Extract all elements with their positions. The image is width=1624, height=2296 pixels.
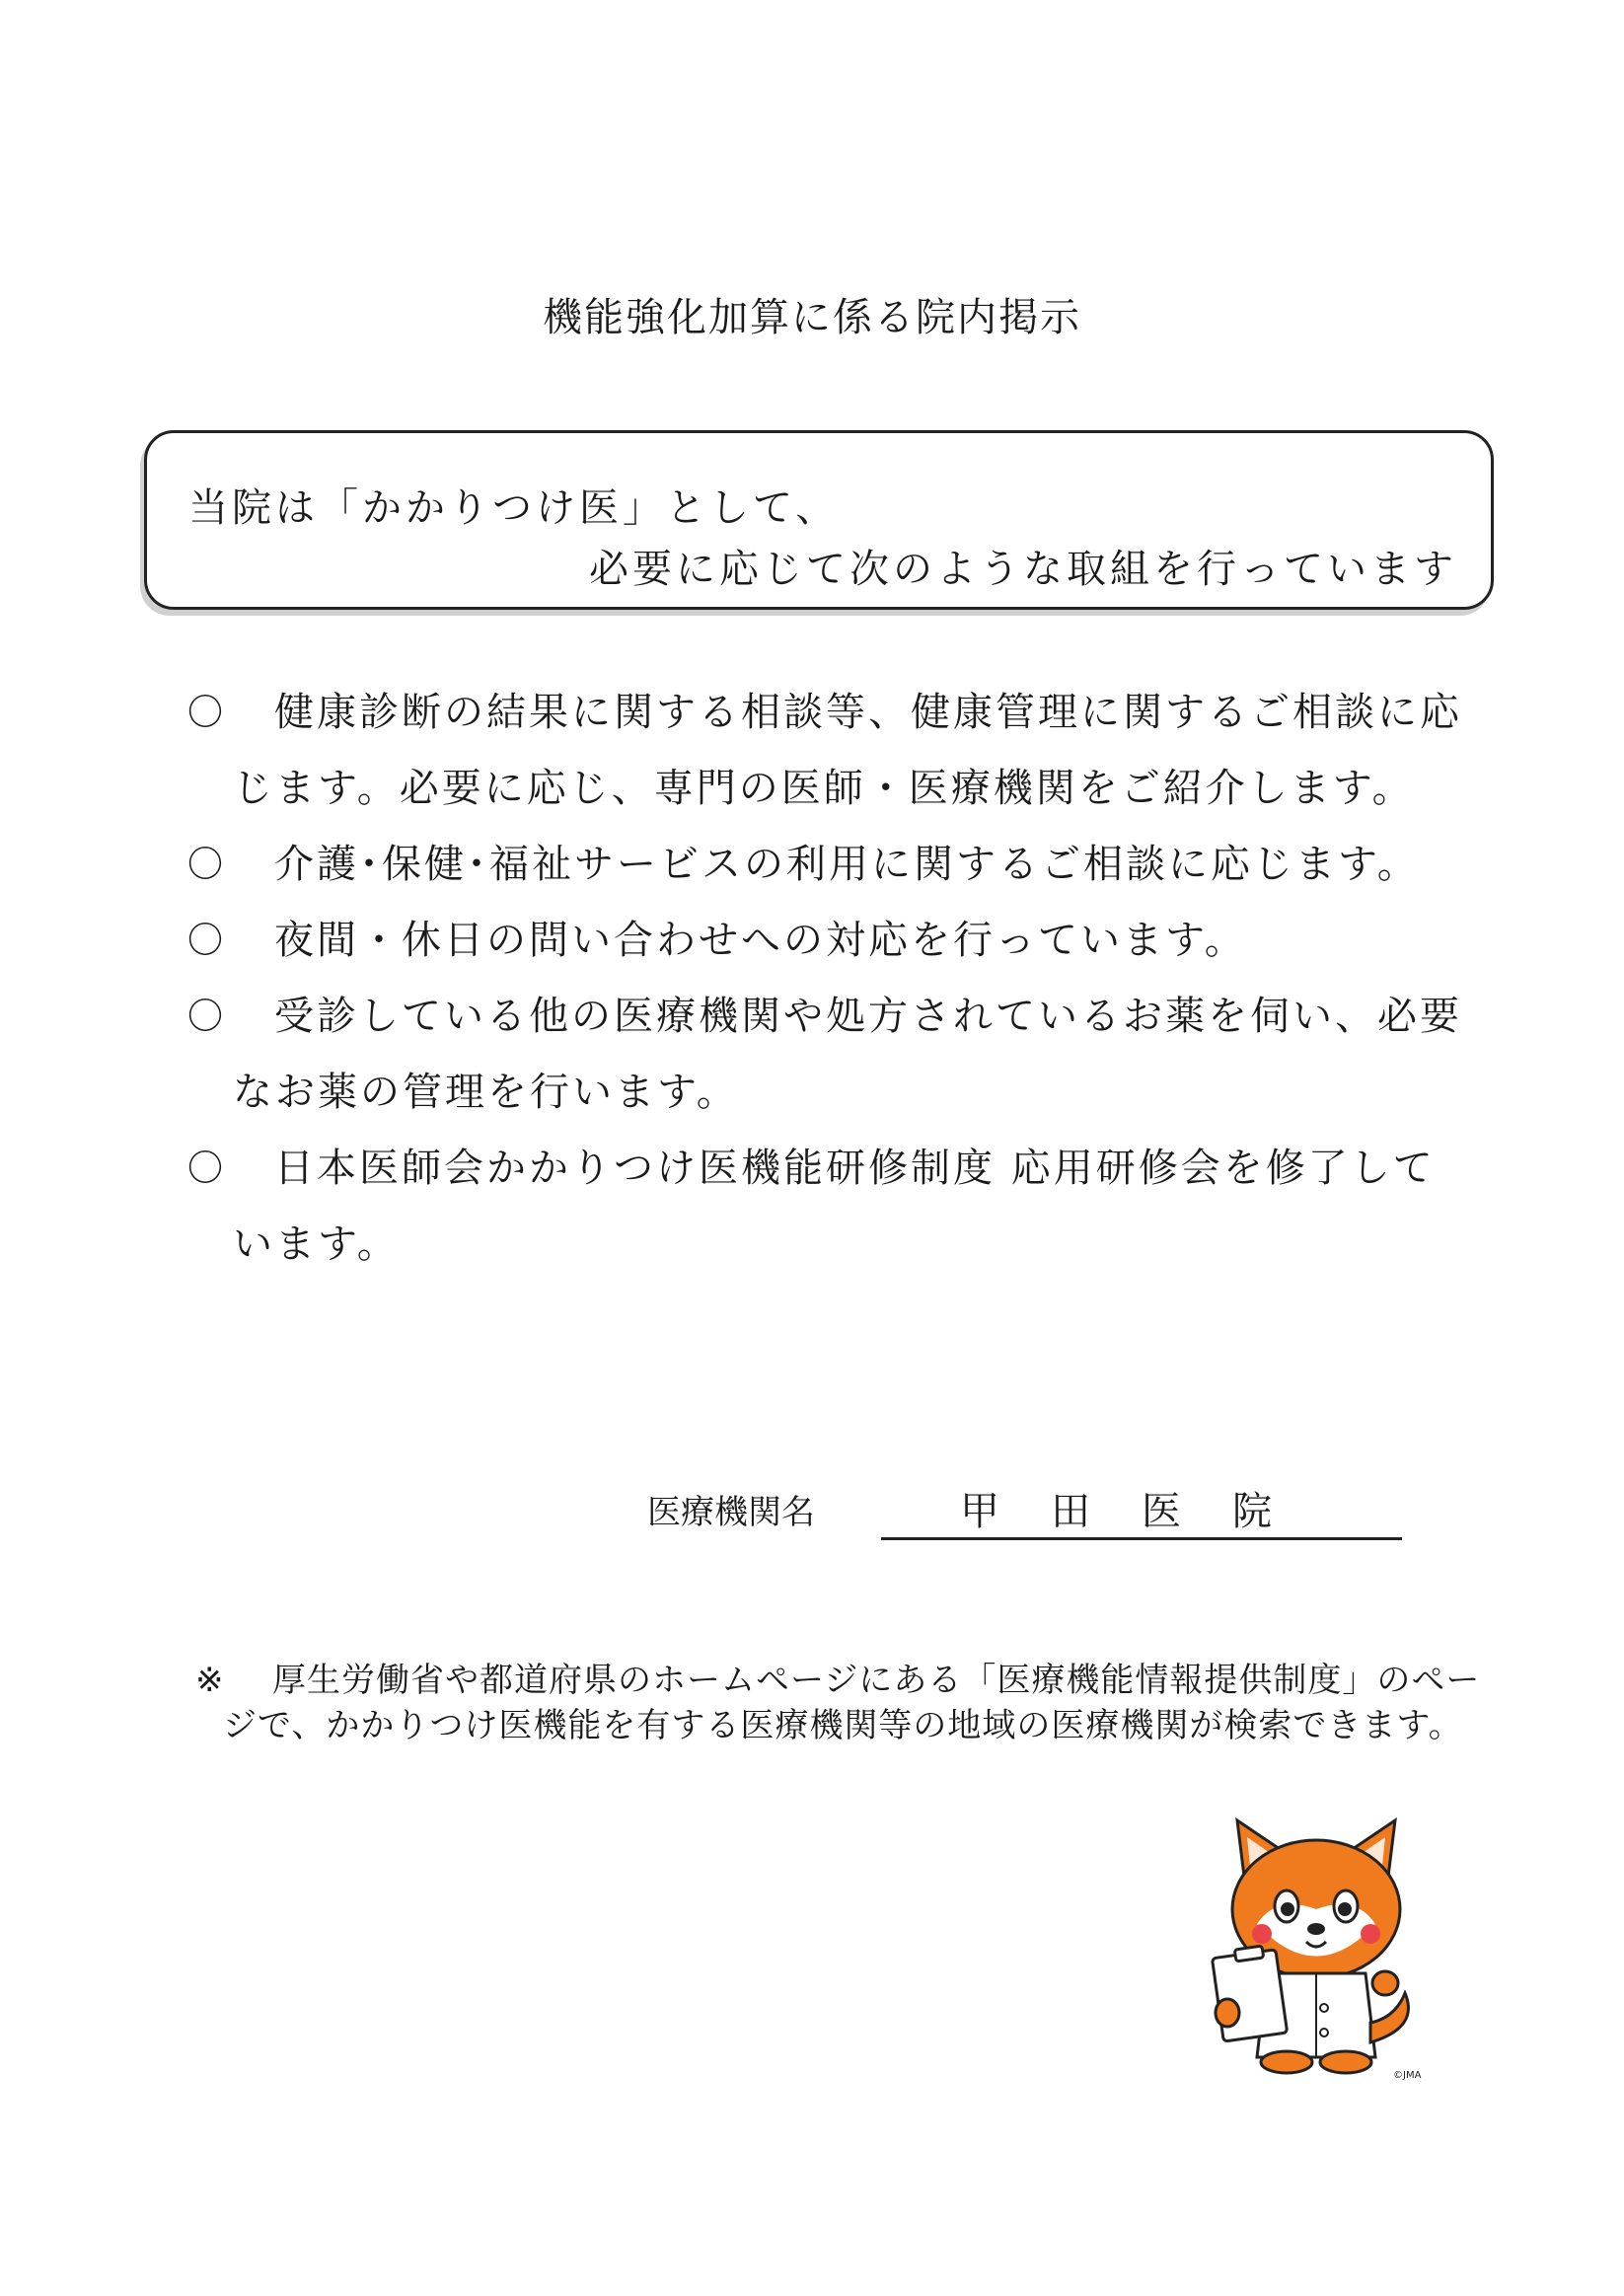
fox-doctor-mascot-icon: [1208, 1815, 1425, 2082]
circle-bullet-icon: 〇: [187, 845, 227, 885]
initiatives-list: [187, 675, 1470, 1283]
organization-name: 甲田医院: [960, 1489, 1323, 1534]
circle-bullet-icon: 〇: [187, 1148, 227, 1189]
footnote: [195, 1658, 1498, 1748]
page-title: 機能強化加算に係る院内掲示: [543, 295, 1081, 340]
list-item-text: 受診している他の医療機関や処方されているお薬を伺い、必要なお薬の管理を行います。: [233, 994, 1462, 1115]
list-item-text: 健康診断の結果に関する相談等、健康管理に関するご相談に応じます。必要に応じ、専門の医師・医療機関をご紹介します。: [233, 690, 1462, 811]
footnote-text: 厚生労働省や都道府県のホームページにある「医療機能情報提供制度」のページで、かかりつけ医機能を有する医療機関等の地域の医療機関が検索できます。: [223, 1661, 1481, 1745]
callout-line-2: 必要に応じて次のような取組を行っています: [589, 547, 1457, 592]
circle-bullet-icon: 〇: [187, 921, 227, 961]
organization-label: 医療機関名: [647, 1493, 815, 1532]
list-item: [187, 675, 1470, 827]
list-item: [187, 903, 1470, 979]
list-item-text: 介護･保健･福祉サービスの利用に関するご相談に応じます。: [274, 842, 1420, 887]
list-item: [187, 1131, 1470, 1283]
list-item-text: 夜間・休日の問い合わせへの対応を行っています。: [274, 918, 1247, 963]
callout-line-1: 当院は「かかりつけ医」として、: [188, 485, 840, 531]
list-item: [187, 827, 1470, 903]
list-item-text: 日本医師会かかりつけ医機能研修制度 応用研修会を修了しています。: [233, 1146, 1436, 1267]
list-item: [187, 979, 1470, 1131]
circle-bullet-icon: 〇: [187, 693, 227, 733]
callout-box: [144, 430, 1494, 610]
circle-bullet-icon: 〇: [187, 997, 227, 1037]
mascot-credit: ©JMA: [1393, 2070, 1422, 2081]
reference-mark-icon: ※: [195, 1661, 225, 1700]
